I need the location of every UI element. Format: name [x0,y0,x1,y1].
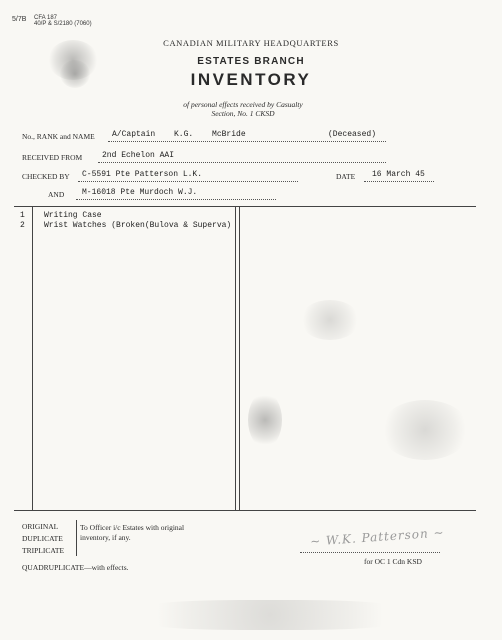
footer-brace-line [76,520,77,556]
table-top-border [14,206,476,207]
ink-stain [380,400,470,460]
form-code-cfa: CFA 187 [34,15,58,21]
number-column-divider [32,206,33,510]
headquarters-heading: CANADIAN MILITARY HEADQUARTERS [163,38,339,48]
page-title: INVENTORY [190,70,312,89]
form-code-print: 40/P & S/2180 (7060) [34,21,92,27]
form-code-primary: 5/7B [12,16,27,23]
date-line [364,181,434,182]
date-value: 16 March 45 [372,170,425,179]
checked-by-line [78,181,298,182]
description-column-divider-inner [239,206,240,510]
copy-original-label: ORIGINAL [22,522,59,531]
and-line [76,199,276,200]
branch-heading: ESTATES BRANCH [197,56,305,67]
received-from-value: 2nd Echelon AAI [102,151,175,160]
checked-by-label: CHECKED BY [22,172,70,181]
rank-name-label: No., RANK and NAME [22,132,95,141]
copy-triplicate-label: TRIPLICATE [22,546,65,555]
copy-instruction: To Officer i/c Estates with original inventory, if any. [80,523,185,542]
signature-line [300,552,440,553]
checked-by-value: C-5591 Pte Patterson L.K. [82,170,203,179]
ink-stain [248,392,282,448]
and-label: AND [48,190,65,199]
item-number: 2 [20,221,25,230]
rank-name-line [108,141,386,142]
copy-duplicate-label: DUPLICATE [22,534,63,543]
and-value: M-16018 Pte Murdoch W.J. [82,188,198,197]
item-number: 1 [20,211,25,220]
signature-for-label: for OC 1 Cdn KSD [364,557,422,566]
ink-stain [300,300,360,340]
date-label: DATE [336,172,356,181]
item-description: Wrist Watches (Broken(Bulova & Superva) [44,221,232,230]
received-from-label: RECEIVED FROM [22,153,83,162]
description-column-divider [235,206,236,510]
page-subtitle: of personal effects received by Casualty Section, No. 1 CKSD [183,100,303,118]
copy-quadruplicate-label: QUADRUPLICATE—with effects. [22,563,129,572]
item-description: Writing Case [44,211,102,220]
table-bottom-border [14,510,476,511]
signature: ~ W.K. Patterson ~ [309,525,445,549]
received-from-line [98,162,386,163]
deceased-note: (Deceased) [328,130,377,139]
rank-name-value: A/Captain K.G. McBride [112,130,246,139]
ink-stain [120,600,420,630]
